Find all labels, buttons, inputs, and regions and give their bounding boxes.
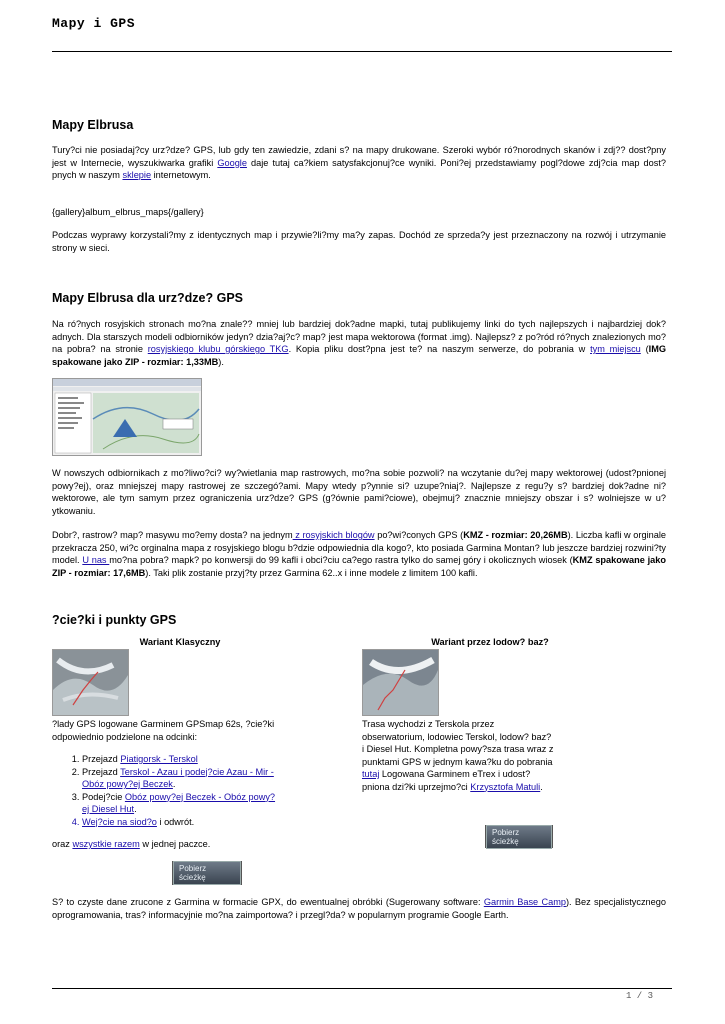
mountain-map-image — [53, 650, 128, 715]
section1-paragraph-1: Tury?ci nie posiadaj?cy urz?dze? GPS, lub gdy ten zawiedzie, zdani s? na mapy drukowane. Szeroki wybór ró?norodnych skanów i zdj?? dost?pny jest w Internecie, wyszukiwarka grafiki Google daje tutaj ca?kiem satysfakcjonuj?ce wyniki. Poni?ej przedstawiamy pogl?dowe zdj?cia map dost?pnych w naszym sklepie internetowym. — [52, 145, 666, 180]
list-item: 1. Przejazd Piatigorsk - Terskol — [82, 753, 282, 766]
download-track-button-classic[interactable]: Pobierz ścieżkę — [172, 861, 242, 885]
all-tracks-link[interactable]: wszystkie razem — [72, 839, 140, 849]
left-outro: oraz wszystkie razem w jednej paczce. — [52, 839, 211, 849]
page-number: 1 / 3 — [626, 991, 654, 1001]
section2-paragraph-2: W nowszych odbiornikach z mo?liwo?ci? wy?wietlania map rastrowych, mo?na sobie pozwoli? na wczytanie du?ej mapy wektorowej (udost?pnionej powy?ej), oraz mniejszej mapy rastrowej ze szczegó?ami. Mapy wtedy p?ynnie si? uzupe?niaj?. Najlepsze z regu?y s? bardziej dok?adne ni? wektorowe, ale tym samym przez ograniczenia urz?dze? GPS (g?ównie pami?ciowe), obejmuj? znacznie mniejszy obszar i s? wolniejsze w u?ytkowaniu. — [52, 468, 666, 516]
section2-paragraph-1: Na ró?nych rosyjskich stronach mo?na znale?? mniej lub bardziej dok?adne mapki, tutaj publikujemy linki do tych najlepszych i najbardziej dok?adnych. Dla starszych modeli odbiorników jedyn? dzia?aj?c? map? jest mapa wektorowa (format .img). Najlepsz? z po?ród ró?nych znalezionych mo?na pobra? na stronie rosyjskiego klubu górskiego TKG. Kopia pliku dost?pna jest te? na naszym serwerze, do pobrania w tym miejscu (IMG spakowane jako ZIP - rozmiar: 1,33MB). — [52, 319, 666, 367]
section2-paragraph-3: Dobr?, rastrow? map? masywu mo?emy dosta? na jednym z rosyjskich blogów po?wi?conych GPS (KMZ - rozmiar: 20,26MB). Liczba kafli w orginale przekracza 250, wi?c orginalna mapa z rosyjskiego blogu b?dzie odpowiednia dla kogo?, kto posiada Garmina Montan? lub jeszcze bardziej rozwini?ty model. U nas mo?na pobra? mapk? po konwersji do 99 kafli i obci?ciu ca?ego rastra tylko do samej góry i okolicznych wiosek (KMZ spakowane jako ZIP - rozmiar: 17,6MB). Taki plik zostanie przyj?ty przez Garmina 62..x i inne modele z limitem 100 kafli. — [52, 530, 666, 578]
page-title: Mapy i GPS — [52, 16, 136, 31]
section-heading-mapy-gps: Mapy Elbrusa dla urz?dze? GPS — [52, 291, 244, 305]
list-item: 3. Podej?cie Obóz powy?ej Beczek - Obóz powy?ej Diesel Hut. — [82, 791, 282, 816]
krzysztof-matula-link[interactable]: Krzysztofa Matuli — [470, 781, 541, 792]
section1-paragraph-2: Podczas wyprawy korzystali?my z identycznych map i przywie?li?my ma?y zapas. Dochód ze sprzeda?y jest przeznaczony na rozwój i utrzymanie strony w sieci. — [52, 230, 666, 253]
footer-divider — [52, 988, 672, 989]
left-column-title: Wariant Klasyczny — [139, 637, 221, 647]
tutaj-link[interactable]: tutaj — [362, 769, 380, 779]
right-column-text: Trasa wychodzi z Terskola przez obserwatorium, lodowiec Terskol, lodow? baz? i Diesel Hut. Kompletna powy?sza trasa wraz z punktami GPS w jednym kawa?ku do pobrania tutaj Logowana Garminem eTrex i udost?pniona dzi?ki uprzejmo?ci Krzysztofa Matuli. — [362, 719, 554, 792]
rosyjskie-blogi-link[interactable]: z rosyjskich blogów — [292, 530, 375, 540]
list-item: 2. Przejazd Terskol - Azau i podej?cie Azau - Mir - Obóz powy?ej Beczek. — [82, 766, 282, 791]
software-window-image — [53, 379, 201, 455]
track-link-siodlo[interactable]: Wej?cie na siod?o — [82, 816, 157, 827]
track-link-piatigorsk[interactable]: Piatigorsk - Terskol — [120, 754, 198, 764]
tkg-link[interactable]: rosyjskiego klubu górskiego TKG — [147, 344, 289, 354]
list-item: 4. Wej?cie na siod?o i odwrót. — [82, 816, 282, 829]
glacier-route-thumbnail[interactable] — [362, 649, 439, 716]
gps-map-screenshot — [52, 378, 202, 456]
download-track-button-glacier[interactable]: Pobierz ścieżkę — [485, 825, 553, 848]
u-nas-link[interactable]: U nas — [82, 555, 110, 565]
left-column-text — [52, 718, 282, 851]
section-heading-mapy-elbrusa: Mapy Elbrusa — [52, 118, 134, 132]
sklep-link[interactable]: sklepie — [122, 170, 152, 180]
right-column — [362, 636, 618, 649]
track-link-azau[interactable]: Terskol - Azau i podej?cie Azau - Mir - Obóz powy?ej Beczek — [82, 766, 274, 789]
header-divider — [52, 51, 672, 52]
section3-closing-paragraph: S? to czyste dane zrucone z Garmina w formacie GPX, do ewentualnej obróbki (Sugerowany software: Garmin Base Camp). Bez specjalistycznego oprogramowania, tras? informacyjnie mo?na zaimportowa? i przegl?da? w popularnym programie Google Earth. — [52, 897, 666, 920]
section-heading-sciezki: ?cie?ki i punkty GPS — [52, 613, 177, 627]
tym-miejscu-link[interactable]: tym miejscu — [590, 344, 641, 354]
garmin-basecamp-link[interactable]: Garmin Base Camp — [483, 897, 566, 907]
left-intro: ?lady GPS logowane Garminem GPSmap 62s, ?cie?ki odpowiednio podzielone na odcinki: — [52, 719, 275, 742]
gallery-tag: {gallery}album_elbrus_maps{/gallery} — [52, 207, 204, 217]
left-column — [52, 636, 308, 649]
track-list — [52, 753, 282, 828]
classic-route-thumbnail[interactable] — [52, 649, 129, 716]
google-link[interactable]: Google — [217, 157, 247, 168]
right-column-title: Wariant przez lodow? baz? — [431, 637, 549, 647]
mountain-map-image-2 — [363, 650, 438, 715]
track-link-diesel-hut[interactable]: Obóz powy?ej Beczek - Obóz powy?ej Diesel Hut — [82, 791, 276, 814]
